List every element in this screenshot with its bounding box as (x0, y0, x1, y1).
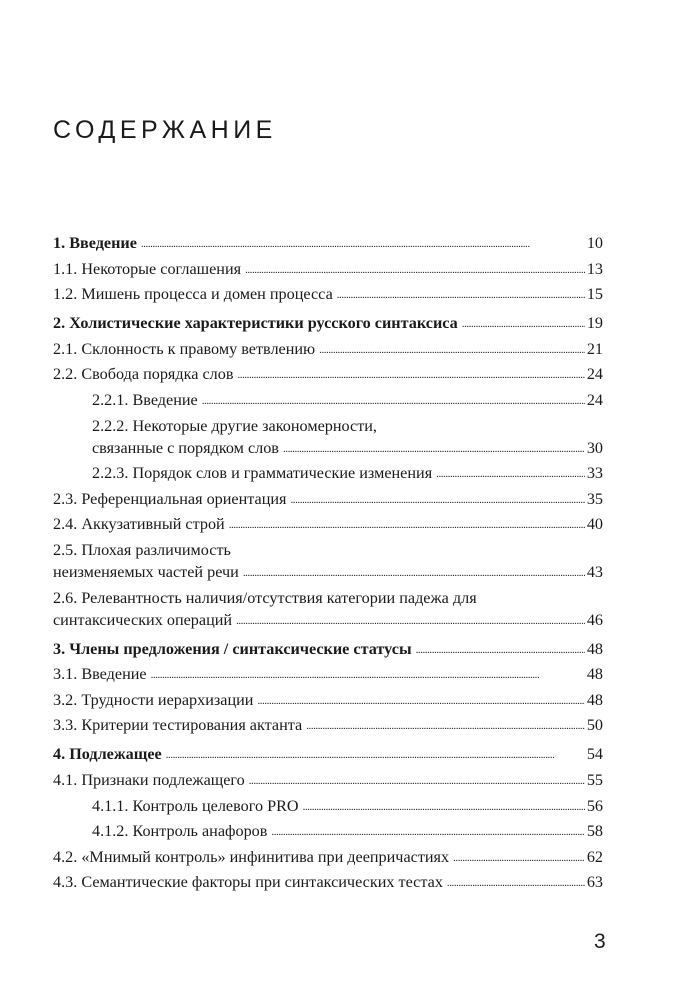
toc-entry-4 (53, 743, 603, 765)
dot-leader (229, 520, 585, 531)
toc-entry-page: 56 (586, 796, 603, 815)
toc-entry-title: 4.3. Семантические факторы при синтаксических тестах (53, 873, 443, 892)
toc-entry-2-2 (53, 363, 603, 385)
toc-entry-page: 43 (586, 562, 603, 581)
toc-entry-title: 2.2.2. Некоторые другие закономерности, (92, 416, 377, 435)
toc-entry-page: 35 (586, 489, 603, 508)
toc-entry-page: 58 (586, 822, 603, 841)
dot-leader (416, 645, 585, 656)
dot-leader (283, 444, 585, 455)
toc-entry-2-2-1 (53, 389, 603, 411)
dot-leader (202, 396, 585, 407)
toc-entry-title: 4. Подлежащее (53, 745, 162, 764)
toc-entry-4-2 (53, 846, 603, 868)
toc-entry-title: 4.2. «Мнимый контроль» инфинитива при деепричастиях (53, 847, 450, 866)
toc-entry-1 (53, 232, 603, 254)
toc-entry-title: 2.4. Аккузативный строй (53, 515, 225, 534)
toc-entry-3 (53, 638, 603, 660)
toc-entry-page: 48 (586, 639, 603, 658)
toc-entry-2 (53, 312, 603, 334)
toc-entry-title: 1.2. Мишень процесса и домен процесса (53, 285, 333, 304)
toc-entry-page: 33 (586, 464, 603, 483)
toc-entry-title-continued: неизменяемых частей речи (53, 562, 239, 581)
toc-entry-title: 2.2.3. Порядок слов и грамматические изменения (92, 464, 433, 483)
toc-entry-page: 55 (586, 770, 603, 789)
toc-entry-title: 3.3. Критерии тестирования актанта (53, 716, 303, 735)
toc-entry-title: 2. Холистические характеристики русского синтаксиса (53, 314, 458, 333)
toc-entry-title: 2.1. Склонность к правому ветвлению (53, 339, 316, 358)
dot-leader (151, 670, 585, 681)
toc-entry-page: 40 (586, 515, 603, 534)
toc-entry-4-1-2 (53, 820, 603, 842)
toc-entry-page: 21 (586, 339, 603, 358)
toc-entry-title: 4.1.1. Контроль целевого PRO (92, 796, 299, 815)
toc-entry-title: 2.3. Референциальная ориентация (53, 489, 287, 508)
dot-leader (447, 878, 585, 889)
toc-entry-2-6 (53, 587, 603, 631)
toc-entry-2-2-2 (53, 415, 603, 459)
toc-entry-2-4 (53, 513, 603, 535)
toc-entry-page: 24 (586, 365, 603, 384)
toc-entry-3-2 (53, 689, 603, 711)
dot-leader (166, 750, 585, 761)
page-number: 3 (594, 930, 606, 953)
toc-entry-title-continued: связанные с порядком слов (92, 438, 279, 457)
toc-entry-title: 1. Введение (53, 234, 137, 252)
dot-leader (453, 853, 585, 864)
toc-entry-3-3 (53, 714, 603, 736)
dot-leader (271, 827, 584, 838)
toc-entry-2-5 (53, 539, 603, 583)
toc-entry-title: 2.2. Свобода порядка слов (53, 365, 234, 384)
toc-entry-page: 48 (586, 690, 603, 709)
toc-entry-3-1 (53, 663, 603, 685)
toc-entry-page: 13 (586, 259, 603, 278)
toc-entry-1-1 (53, 258, 603, 280)
toc-entry-page: 62 (586, 847, 603, 866)
toc-entry-title-continued: синтаксических операций (53, 610, 233, 629)
toc-entry-title: 1.1. Некоторые соглашения (53, 259, 242, 278)
toc-entry-title: 4.1. Признаки подлежащего (53, 770, 245, 789)
toc-entry-page: 48 (586, 665, 603, 684)
toc-entry-2-1 (53, 338, 603, 360)
toc-entry-title: 2.5. Плохая различимость (53, 540, 231, 559)
dot-leader (243, 568, 585, 579)
toc-entry-title: 2.6. Релевантность наличия/отсутствия категории падежа для (53, 588, 477, 607)
toc-entry-page: 24 (586, 390, 603, 409)
toc-entry-2-2-3 (53, 462, 603, 484)
dot-leader (245, 265, 585, 276)
toc-entry-page: 10 (586, 234, 603, 252)
dot-leader (462, 319, 585, 330)
dot-leader (337, 290, 585, 301)
toc-entry-page: 15 (586, 285, 603, 304)
toc-entry-4-3 (53, 871, 603, 893)
toc-entry-page: 54 (586, 745, 603, 764)
dot-leader (319, 345, 585, 356)
toc-entry-title: 2.2.1. Введение (92, 390, 198, 409)
toc-entry-page: 30 (586, 438, 603, 457)
toc-entry-1-2 (53, 283, 603, 305)
toc-entry-page: 50 (586, 716, 603, 735)
dot-leader (303, 802, 585, 813)
toc-entry-4-1 (53, 769, 603, 791)
dot-leader (436, 469, 585, 480)
toc-entry-page: 46 (586, 610, 603, 629)
dot-leader (306, 721, 585, 732)
toc-entry-page: 19 (586, 314, 603, 333)
page-title: СОДЕРЖАНИЕ (53, 116, 277, 144)
dot-leader (257, 696, 584, 707)
table-of-contents (53, 232, 603, 897)
dot-leader (141, 239, 585, 250)
toc-entry-4-1-1 (53, 795, 603, 817)
dot-leader (291, 495, 585, 506)
toc-entry-title: 3.1. Введение (53, 665, 147, 684)
toc-entry-2-3 (53, 488, 603, 510)
dot-leader (249, 776, 585, 787)
toc-entry-page: 63 (586, 873, 603, 892)
toc-entry-title: 4.1.2. Контроль анафоров (92, 822, 268, 841)
toc-entry-title: 3.2. Трудности иерархизации (53, 690, 254, 709)
dot-leader (236, 616, 585, 627)
dot-leader (237, 370, 584, 381)
toc-entry-title: 3. Члены предложения / синтаксические статусы (53, 639, 412, 658)
